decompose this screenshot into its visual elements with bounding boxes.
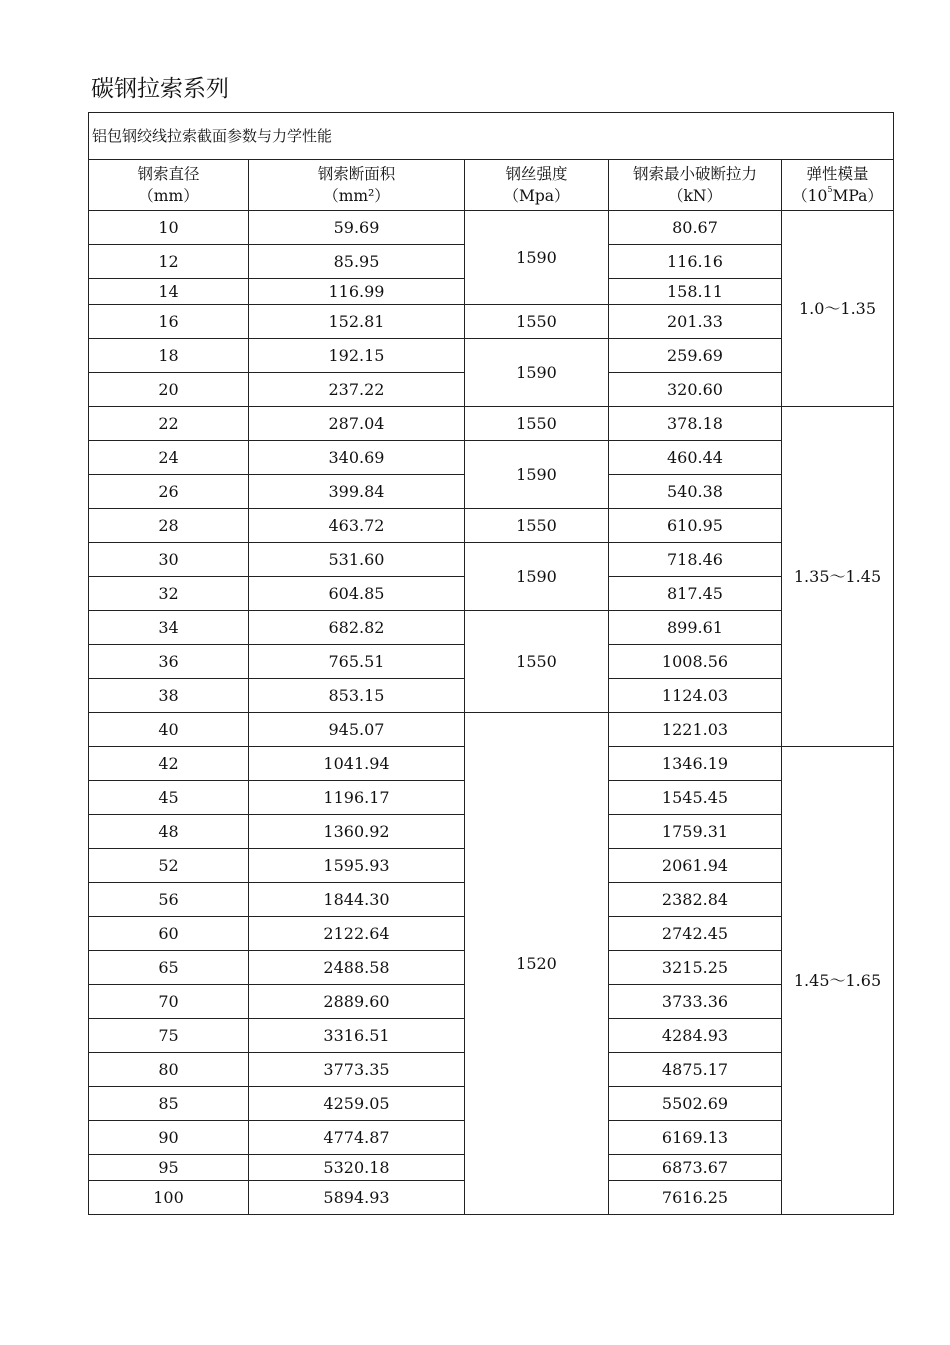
cell-breaking-force: 1221.03 bbox=[609, 713, 782, 747]
cell-breaking-force: 1545.45 bbox=[609, 781, 782, 815]
cell-area: 59.69 bbox=[249, 211, 465, 245]
cell-breaking-force: 5502.69 bbox=[609, 1087, 782, 1121]
cell-area: 237.22 bbox=[249, 373, 465, 407]
header-modulus-unit-suffix: MPa） bbox=[832, 187, 883, 205]
header-modulus-unit-prefix: （10 bbox=[792, 187, 828, 205]
cell-breaking-force: 4875.17 bbox=[609, 1053, 782, 1087]
cell-diameter: 38 bbox=[89, 679, 249, 713]
cell-breaking-force: 899.61 bbox=[609, 611, 782, 645]
cell-diameter: 10 bbox=[89, 211, 249, 245]
cell-strength: 1590 bbox=[465, 339, 609, 407]
cell-breaking-force: 3733.36 bbox=[609, 985, 782, 1019]
cell-breaking-force: 610.95 bbox=[609, 509, 782, 543]
cell-diameter: 16 bbox=[89, 305, 249, 339]
table-row bbox=[89, 407, 894, 441]
table-header-row bbox=[89, 160, 894, 211]
table-caption-row bbox=[89, 113, 894, 160]
cell-breaking-force: 540.38 bbox=[609, 475, 782, 509]
cell-diameter: 90 bbox=[89, 1121, 249, 1155]
header-area-unit: （mm²） bbox=[323, 187, 390, 205]
header-breaking-force bbox=[609, 160, 782, 211]
cell-breaking-force: 80.67 bbox=[609, 211, 782, 245]
table-caption: 铝包钢绞线拉索截面参数与力学性能 bbox=[89, 113, 894, 160]
cell-breaking-force: 378.18 bbox=[609, 407, 782, 441]
cell-area: 5320.18 bbox=[249, 1155, 465, 1181]
table-row bbox=[89, 611, 894, 645]
cell-diameter: 56 bbox=[89, 883, 249, 917]
cell-diameter: 14 bbox=[89, 279, 249, 305]
cell-area: 531.60 bbox=[249, 543, 465, 577]
table-row bbox=[89, 441, 894, 475]
cell-diameter: 20 bbox=[89, 373, 249, 407]
cell-diameter: 65 bbox=[89, 951, 249, 985]
cell-strength: 1550 bbox=[465, 611, 609, 713]
header-diameter-label: 钢索直径 bbox=[137, 164, 200, 183]
cell-area: 682.82 bbox=[249, 611, 465, 645]
cell-diameter: 22 bbox=[89, 407, 249, 441]
cell-diameter: 52 bbox=[89, 849, 249, 883]
cell-diameter: 26 bbox=[89, 475, 249, 509]
cell-diameter: 100 bbox=[89, 1181, 249, 1215]
cell-area: 3773.35 bbox=[249, 1053, 465, 1087]
cell-strength: 1590 bbox=[465, 211, 609, 305]
cell-area: 1196.17 bbox=[249, 781, 465, 815]
cell-breaking-force: 320.60 bbox=[609, 373, 782, 407]
cell-breaking-force: 718.46 bbox=[609, 543, 782, 577]
cell-diameter: 40 bbox=[89, 713, 249, 747]
cell-area: 116.99 bbox=[249, 279, 465, 305]
header-area-label: 钢索断面积 bbox=[317, 164, 396, 183]
header-modulus-unit-sup: 5 bbox=[827, 185, 833, 194]
header-modulus-label: 弹性模量 bbox=[806, 164, 869, 183]
cell-area: 2889.60 bbox=[249, 985, 465, 1019]
cell-area: 1041.94 bbox=[249, 747, 465, 781]
cell-diameter: 70 bbox=[89, 985, 249, 1019]
cell-breaking-force: 460.44 bbox=[609, 441, 782, 475]
cell-diameter: 34 bbox=[89, 611, 249, 645]
header-diameter-unit: （mm） bbox=[138, 187, 199, 205]
cell-modulus: 1.0～1.35 bbox=[782, 211, 894, 407]
cable-spec-table bbox=[88, 112, 894, 1215]
cell-breaking-force: 1759.31 bbox=[609, 815, 782, 849]
header-diameter bbox=[89, 160, 249, 211]
cell-area: 340.69 bbox=[249, 441, 465, 475]
cell-strength: 1590 bbox=[465, 441, 609, 509]
cell-area: 85.95 bbox=[249, 245, 465, 279]
cell-strength: 1550 bbox=[465, 305, 609, 339]
header-modulus bbox=[782, 160, 894, 211]
cell-area: 853.15 bbox=[249, 679, 465, 713]
cell-modulus: 1.45～1.65 bbox=[782, 747, 894, 1215]
cell-area: 945.07 bbox=[249, 713, 465, 747]
cell-area: 765.51 bbox=[249, 645, 465, 679]
cell-diameter: 42 bbox=[89, 747, 249, 781]
header-area bbox=[249, 160, 465, 211]
cell-area: 192.15 bbox=[249, 339, 465, 373]
header-breaking-label: 钢索最小破断拉力 bbox=[632, 164, 757, 183]
cell-breaking-force: 1008.56 bbox=[609, 645, 782, 679]
cell-area: 1595.93 bbox=[249, 849, 465, 883]
cell-breaking-force: 1124.03 bbox=[609, 679, 782, 713]
cell-breaking-force: 3215.25 bbox=[609, 951, 782, 985]
header-modulus-unit bbox=[792, 187, 883, 205]
cell-area: 2122.64 bbox=[249, 917, 465, 951]
cell-breaking-force: 2742.45 bbox=[609, 917, 782, 951]
header-strength-unit: （Mpa） bbox=[503, 187, 570, 205]
cell-diameter: 30 bbox=[89, 543, 249, 577]
cell-area: 287.04 bbox=[249, 407, 465, 441]
cell-diameter: 60 bbox=[89, 917, 249, 951]
cell-diameter: 45 bbox=[89, 781, 249, 815]
cell-area: 463.72 bbox=[249, 509, 465, 543]
cell-area: 2488.58 bbox=[249, 951, 465, 985]
cell-breaking-force: 2382.84 bbox=[609, 883, 782, 917]
cell-strength: 1550 bbox=[465, 407, 609, 441]
cell-area: 4774.87 bbox=[249, 1121, 465, 1155]
cell-modulus: 1.35～1.45 bbox=[782, 407, 894, 747]
cell-breaking-force: 6169.13 bbox=[609, 1121, 782, 1155]
cell-breaking-force: 116.16 bbox=[609, 245, 782, 279]
cell-diameter: 12 bbox=[89, 245, 249, 279]
table-row bbox=[89, 713, 894, 747]
cell-area: 1844.30 bbox=[249, 883, 465, 917]
cell-breaking-force: 1346.19 bbox=[609, 747, 782, 781]
cell-breaking-force: 817.45 bbox=[609, 577, 782, 611]
cell-area: 3316.51 bbox=[249, 1019, 465, 1053]
cell-diameter: 28 bbox=[89, 509, 249, 543]
cell-diameter: 95 bbox=[89, 1155, 249, 1181]
table-row bbox=[89, 211, 894, 245]
cell-breaking-force: 201.33 bbox=[609, 305, 782, 339]
page-title: 碳钢拉索系列 bbox=[91, 76, 229, 102]
table-row bbox=[89, 543, 894, 577]
header-breaking-unit: （kN） bbox=[668, 187, 722, 205]
cell-strength: 1590 bbox=[465, 543, 609, 611]
cell-strength: 1550 bbox=[465, 509, 609, 543]
cell-diameter: 32 bbox=[89, 577, 249, 611]
cell-area: 604.85 bbox=[249, 577, 465, 611]
cell-breaking-force: 7616.25 bbox=[609, 1181, 782, 1215]
cell-diameter: 75 bbox=[89, 1019, 249, 1053]
table-row bbox=[89, 339, 894, 373]
cell-diameter: 24 bbox=[89, 441, 249, 475]
header-strength-label: 钢丝强度 bbox=[505, 164, 568, 183]
cell-area: 4259.05 bbox=[249, 1087, 465, 1121]
cell-area: 1360.92 bbox=[249, 815, 465, 849]
cell-breaking-force: 259.69 bbox=[609, 339, 782, 373]
header-strength bbox=[465, 160, 609, 211]
cell-diameter: 48 bbox=[89, 815, 249, 849]
table-row bbox=[89, 305, 894, 339]
cell-breaking-force: 4284.93 bbox=[609, 1019, 782, 1053]
cell-strength: 1520 bbox=[465, 713, 609, 1215]
cell-breaking-force: 2061.94 bbox=[609, 849, 782, 883]
cell-breaking-force: 158.11 bbox=[609, 279, 782, 305]
table-row bbox=[89, 509, 894, 543]
cell-diameter: 36 bbox=[89, 645, 249, 679]
cell-area: 152.81 bbox=[249, 305, 465, 339]
cell-area: 5894.93 bbox=[249, 1181, 465, 1215]
cell-diameter: 18 bbox=[89, 339, 249, 373]
cell-diameter: 80 bbox=[89, 1053, 249, 1087]
cell-diameter: 85 bbox=[89, 1087, 249, 1121]
cell-area: 399.84 bbox=[249, 475, 465, 509]
cell-breaking-force: 6873.67 bbox=[609, 1155, 782, 1181]
